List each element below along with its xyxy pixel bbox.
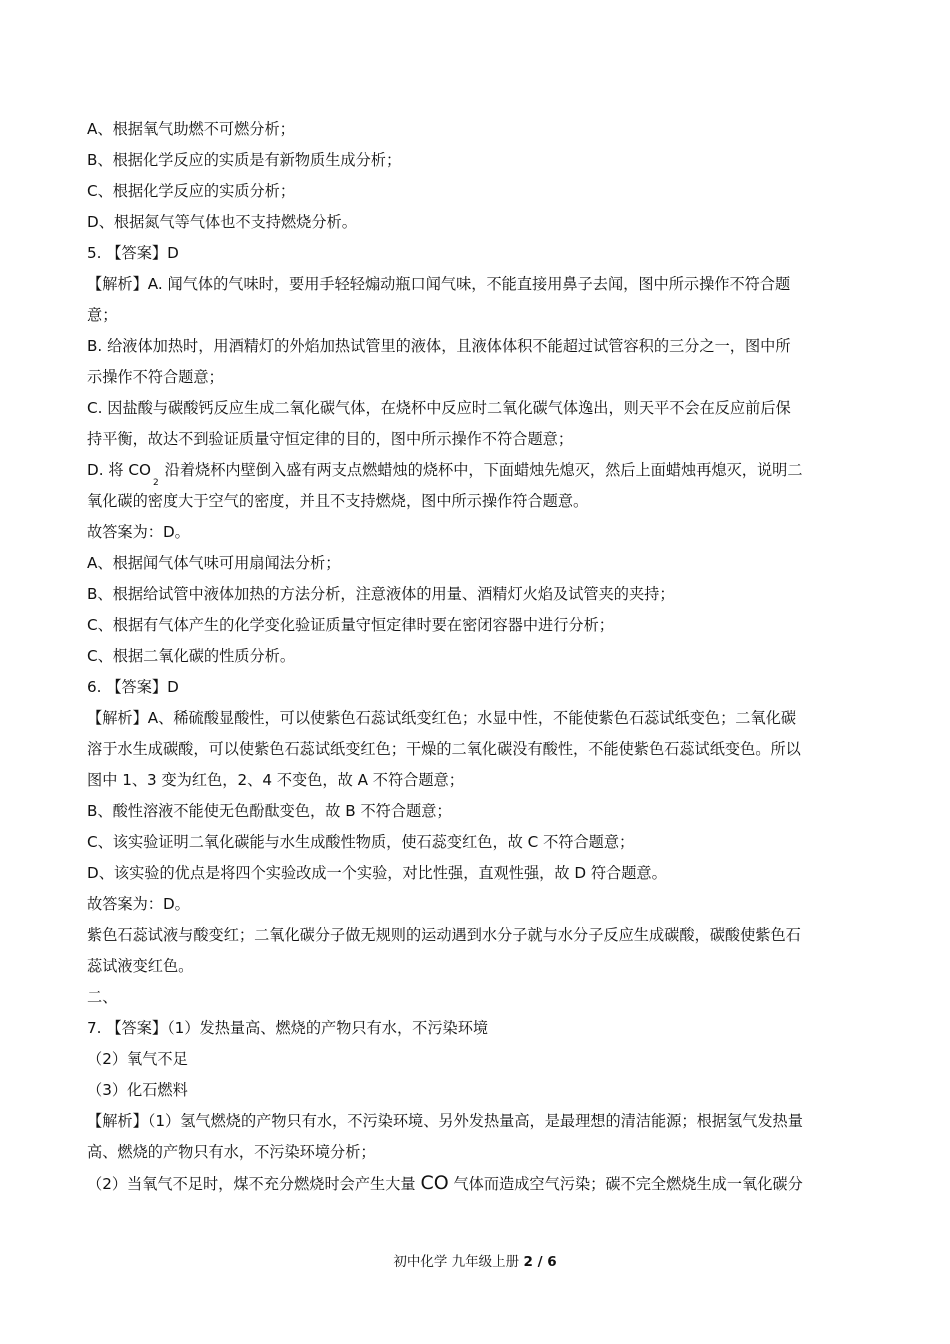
- text-line: A、根据氧气助燃不可燃分析；: [87, 120, 295, 138]
- text-line: 图中 1、3 变为红色，2、4 不变色，故 A 不符合题意；: [87, 771, 464, 789]
- text-line: 【解析】（1）氢气燃烧的产物只有水，不污染环境、另外发热量高，是最理想的清洁能源；根据氢气发热量: [87, 1112, 803, 1130]
- text-line: 溶于水生成碳酸，可以使紫色石蕊试纸变红色；干燥的二氧化碳没有酸性，不能使紫色石蕊试纸变色。所以: [87, 740, 801, 758]
- text-line: （3）化石燃料: [87, 1081, 188, 1099]
- text-line: 蕊试液变红色。: [87, 957, 194, 975]
- text-line: （2）氧气不足: [87, 1050, 188, 1068]
- section-heading: 二、: [87, 988, 118, 1006]
- text-line: C、根据化学反应的实质分析；: [87, 182, 296, 200]
- answer-heading: 7. 【答案】（1）发热量高、燃烧的产物只有水，不污染环境: [87, 1019, 489, 1037]
- text-line: 持平衡，故达不到验证质量守恒定律的目的，图中所示操作不符合题意；: [87, 430, 573, 448]
- text-line: C. 因盐酸与碳酸钙反应生成二氧化碳气体，在烧杯中反应时二氧化碳气体逸出，则天平不会在反应前后保: [87, 399, 791, 417]
- formula-co: CO: [420, 1172, 449, 1194]
- text-fragment: D. 将 CO: [87, 461, 151, 479]
- text-fragment: （2）当氧气不足时，煤不充分燃烧时会产生大量: [87, 1175, 421, 1193]
- answer-heading: 5. 【答案】D: [87, 244, 179, 262]
- page-number-current: 2: [523, 1254, 533, 1270]
- text-line: 紫色石蕊试液与酸变红；二氧化碳分子做无规则的运动遇到水分子就与水分子反应生成碳酸，碳酸使紫色石: [87, 926, 801, 944]
- page-number-separator: /: [532, 1254, 548, 1270]
- text-line: B、根据化学反应的实质是有新物质生成分析；: [87, 151, 402, 169]
- text-fragment: 气体而造成空气污染；碳不完全燃烧生成一氧化碳分: [448, 1175, 803, 1193]
- text-line: 高、燃烧的产物只有水，不污染环境分析；: [87, 1143, 376, 1161]
- text-line: 示操作不符合题意；: [87, 368, 224, 386]
- text-line: A、根据闻气体气味可用扇闻法分析；: [87, 554, 341, 572]
- text-line: D、根据氮气等气体也不支持燃烧分析。: [87, 213, 357, 231]
- text-line: 意；: [87, 306, 118, 324]
- document-body: [87, 114, 877, 1199]
- text-line: 故答案为：D。: [87, 895, 190, 913]
- text-line: C、根据有气体产生的化学变化验证质量守恒定律时要在密闭容器中进行分析；: [87, 616, 614, 634]
- text-fragment: 沿着烧杯内壁倒入盛有两支点燃蜡烛的烧杯中，下面蜡烛先熄灭，然后上面蜡烛再熄灭，说明二: [164, 461, 803, 479]
- text-line: 故答案为：D。: [87, 523, 190, 541]
- text-line-formula: [87, 455, 877, 486]
- text-line: C、根据二氧化碳的性质分析。: [87, 647, 296, 665]
- text-line: 【解析】A. 闻气体的气味时，要用手轻轻煽动瓶口闻气味，不能直接用鼻子去闻，图中所示操作不符合题: [87, 275, 791, 293]
- page-footer: [0, 1252, 950, 1272]
- text-line: B. 给液体加热时，用酒精灯的外焰加热试管里的液体，且液体体积不能超过试管容积的三分之一，图中所: [87, 337, 791, 355]
- footer-subject: 初中化学 九年级上册: [393, 1254, 524, 1270]
- subscript: 2: [152, 478, 159, 488]
- text-line: C、该实验证明二氧化碳能与水生成酸性物质，使石蕊变红色，故 C 不符合题意；: [87, 833, 635, 851]
- text-line: 【解析】A、稀硫酸显酸性，可以使紫色石蕊试纸变红色；水显中性，不能使紫色石蕊试纸变色；二氧化碳: [87, 709, 797, 727]
- answer-heading: 6. 【答案】D: [87, 678, 179, 696]
- page-number-total: 6: [547, 1254, 557, 1270]
- text-line-formula: [87, 1168, 877, 1199]
- text-line: B、酸性溶液不能使无色酚酞变色，故 B 不符合题意；: [87, 802, 452, 820]
- text-line: D、该实验的优点是将四个实验改成一个实验，对比性强，直观性强，故 D 符合题意。: [87, 864, 667, 882]
- text-line: B、根据给试管中液体加热的方法分析，注意液体的用量、酒精灯火焰及试管夹的夹持；: [87, 585, 675, 603]
- text-line: 氧化碳的密度大于空气的密度，并且不支持燃烧，图中所示操作符合题意。: [87, 492, 589, 510]
